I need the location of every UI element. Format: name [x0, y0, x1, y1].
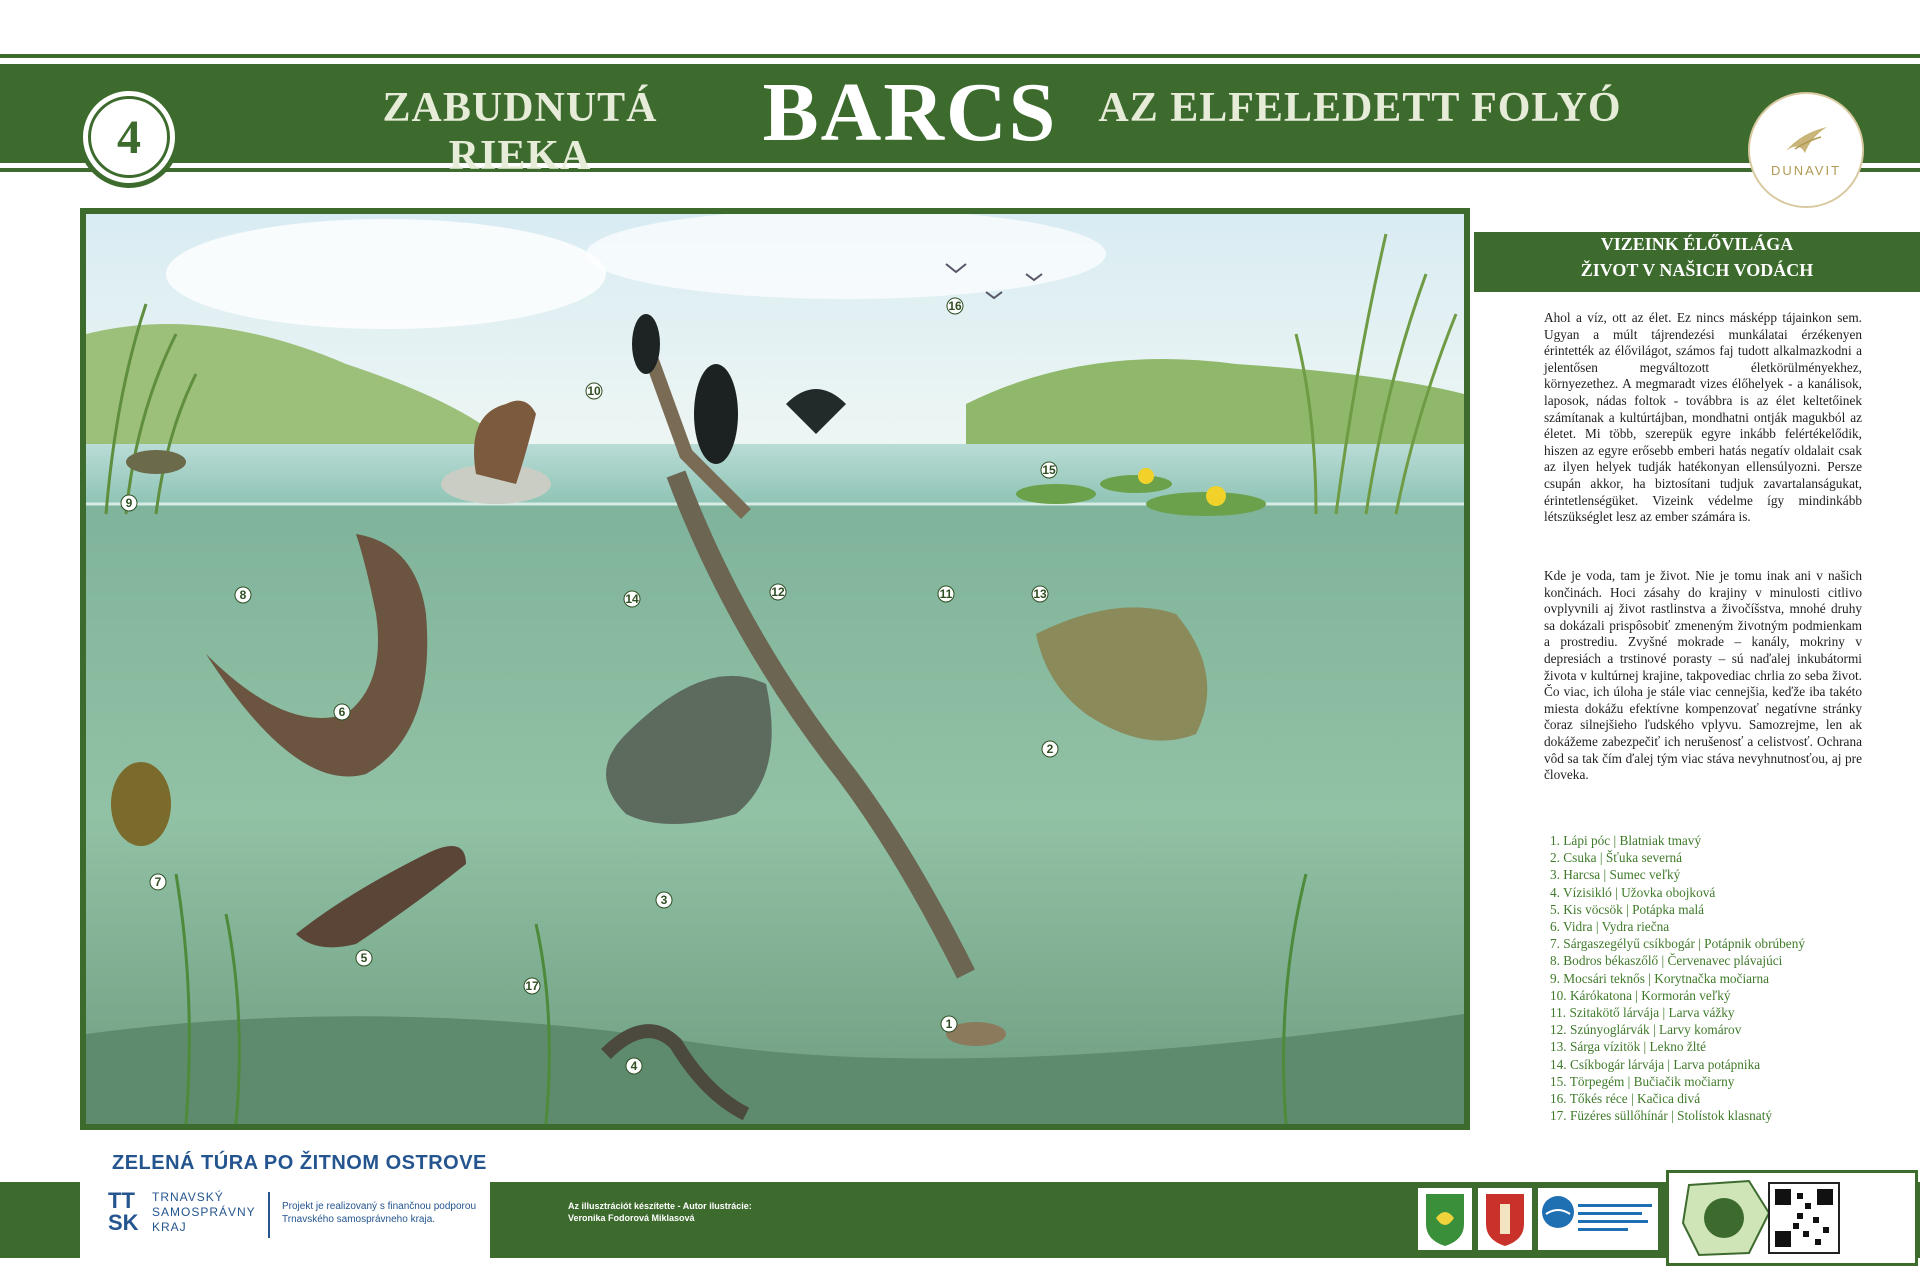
list-item: 13. Sárga vízitök | Lekno žlté [1550, 1039, 1707, 1055]
dunavit-logo-label: DUNAVIT [1770, 162, 1842, 178]
stylized-bird-logo-icon [1781, 123, 1831, 159]
ttsk-mark-line2: SK [108, 1210, 139, 1235]
credit-line1: Az illusztrációt készítette - Autor ilustrácie: [568, 1201, 752, 1211]
paragraph-hungarian: Ahol a víz, ott az élet. Ez nincs másképp tájainkon sem. Ugyan a múlt tájrendezési munkálatai érzékenyen érintették az élővilágot, számos faj tudott alkalmazkodni a jelentősen megváltozott életkörülményekhez, környezethez. A megmaradt vizes élőhelyek - a kanálisok, laposok, nádas foltok - továbbra is az élet keltetőinek számítanak a kultúrtájban, mondhatni ontják magukból az életet. Mi több, szerepük egyre inkább felértékelődik, hiszen az egyre erősebb emberi hatás negatív oldalait csak az ilyen helyek tudják hatékonyan ellensúlyozni. Persze csupán akkor, ha biztosítani tudjuk zavartalanságukat, érintetlenségüket. Vizeink védelme így mindinkább létszükséglet lesz az ember számára is. [1544, 310, 1862, 525]
ttsk-logo-mark [108, 1190, 139, 1234]
label-9: 9 [125, 496, 133, 510]
ecosystem-illustration [80, 208, 1470, 1130]
header-top-rule [0, 54, 1920, 58]
water-surface [86, 444, 1464, 504]
title-slovak: ZABUDNUTÁ RIEKA [382, 85, 658, 179]
zelena-tura-map-logo [1669, 1173, 1915, 1263]
list-item: 12. Szúnyoglárvák | Larvy komárov [1550, 1022, 1742, 1038]
list-item: 3. Harcsa | Sumec veľký [1550, 867, 1681, 883]
paragraph-slovak: Kde je voda, tam je život. Nie je tomu inak ani v našich končinách. Hoci zásahy do krajiny v minulosti citlivo ovplyvnili aj život rastlinstva a živočíšstva, mnohé druhy sa dokázali prispôsobiť zmeneným životným podmienkam a prostrediu. Zvyšné mokrade – kanály, mokriny v depresiách a trstinové porasty – sú naďalej inkubátormi života v kultúrnej krajine, takpovediac chrlia zo seba život. Čo viac, ich úloha je stále viac cennejšia, keďže iba takéto miesta dokážu efektívne kompenzovať negatívne stránky čoraz silnejšieho ľudského vplyvu. Samozrejme, len ak dokážeme zabezpečiť ich nerušenosť a celistvosť. Ochrana vôd sa tak čím ďalej tým viac stáva nevyhnutnosťou, aj pre človeka. [1544, 568, 1862, 783]
station-number: 4 [88, 96, 170, 178]
yellow-water-lily [1138, 468, 1154, 484]
list-item: 7. Sárgaszegélyű csíkbogár | Potápnik obrúbený [1550, 936, 1806, 952]
list-item: 10. Kárókatona | Kormorán veľký [1550, 987, 1731, 1003]
label-14: 14 [625, 592, 639, 606]
list-item: 5. Kis vöcsök | Potápka malá [1550, 901, 1705, 917]
list-item: 8. Bodros békaszőlő | Červenavec plávajúci [1550, 953, 1783, 969]
coat-of-arms-icon [1478, 1188, 1532, 1250]
label-10: 10 [587, 384, 601, 398]
cormorant [694, 364, 738, 464]
ttsk-name [152, 1190, 256, 1235]
ttsk-funding-note [282, 1200, 476, 1226]
cloud [166, 219, 606, 329]
diving-beetle [111, 762, 171, 846]
title-hungarian: AZ ELFELEDETT FOLYÓ [1098, 85, 1622, 131]
station-number-badge [78, 86, 180, 188]
ttsk-divider [268, 1192, 270, 1238]
ttsk-name-line2: SAMOSPRÁVNY [152, 1205, 256, 1219]
list-item: 16. Tőkés réce | Kačica divá [1550, 1091, 1701, 1107]
list-item: 14. Csíkbogár lárvája | Larva potápnika [1550, 1056, 1761, 1072]
label-7: 7 [154, 875, 162, 889]
label-4: 4 [630, 1059, 638, 1073]
credit-line2: Veronika Fodorová Miklasová [568, 1213, 695, 1223]
ttsk-note-line2: Trnavského samosprávneho kraja. [282, 1214, 436, 1225]
ttsk-name-line1: TRNAVSKÝ [152, 1190, 224, 1204]
label-5: 5 [360, 951, 368, 965]
label-6: 6 [338, 705, 346, 719]
zelena-tura-box [1666, 1170, 1918, 1266]
dunavit-logo [1748, 92, 1864, 208]
panel-heading-hungarian: VIZEINK ÉLŐVILÁGA [1600, 234, 1794, 254]
label-16: 16 [948, 299, 962, 313]
list-item: 4. Vízisikló | Užovka obojková [1550, 884, 1716, 900]
label-15: 15 [1042, 463, 1056, 477]
list-item: 6. Vidra | Vydra riečna [1550, 919, 1670, 935]
water-authority-logo [1538, 1188, 1658, 1250]
ttsk-note-line1: Projekt je realizovaný s finančnou podporou [282, 1201, 477, 1212]
label-2: 2 [1046, 742, 1054, 756]
label-12: 12 [771, 585, 785, 599]
list-item: 17. Füzéres süllőhínár | Stolístok klasnatý [1550, 1108, 1773, 1124]
coat-of-arms-icon [1418, 1188, 1472, 1250]
list-item: 1. Lápi póc | Blatniak tmavý [1550, 833, 1702, 848]
label-13: 13 [1033, 587, 1047, 601]
species-list [1550, 832, 1890, 1124]
label-3: 3 [660, 893, 668, 907]
title-main: BARCS [762, 66, 1058, 159]
ttsk-mark-line1: TT [108, 1188, 135, 1213]
footer-title: ZELENÁ TÚRA PO ŽITNOM OSTROVE [112, 1152, 487, 1174]
label-1: 1 [945, 1017, 953, 1031]
ttsk-name-line3: KRAJ [152, 1220, 187, 1234]
panel-heading-slovak: ŽIVOT V NAŠICH VODÁCH [1580, 260, 1814, 280]
yellow-water-lily [1206, 486, 1226, 506]
cormorant [632, 314, 660, 374]
list-item: 15. Törpegém | Bučiačik močiarny [1550, 1073, 1735, 1089]
label-8: 8 [239, 588, 247, 602]
list-item: 11. Szitakötő lárvája | Larva vážky [1550, 1005, 1735, 1021]
illustration-credit [568, 1200, 752, 1224]
pond-turtle [126, 450, 186, 474]
illustration-canvas [86, 214, 1464, 1124]
list-item: 2. Csuka | Šťuka severná [1550, 850, 1683, 866]
list-item: 9. Mocsári teknős | Korytnačka močiarna [1550, 970, 1770, 986]
label-11: 11 [939, 587, 953, 601]
label-17: 17 [525, 979, 539, 993]
header-bottom-rule [0, 168, 1920, 172]
